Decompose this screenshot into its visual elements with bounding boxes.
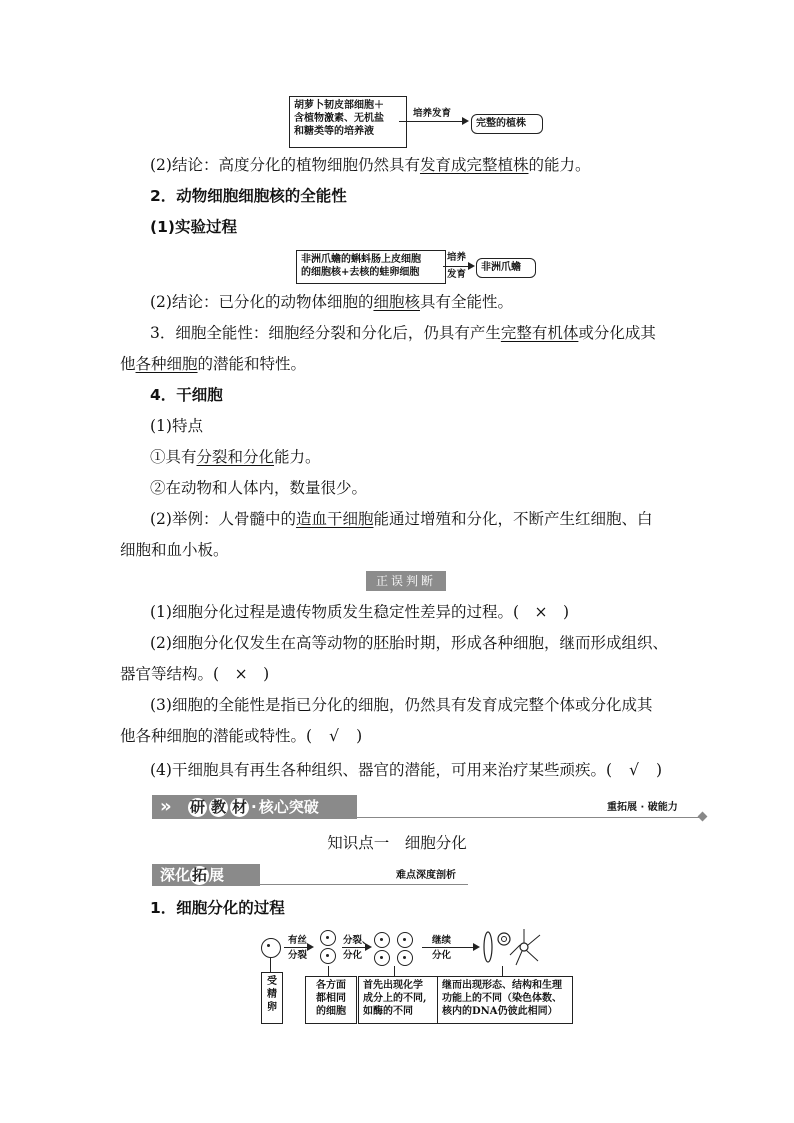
arrow-continue — [422, 947, 474, 948]
judge-item-4: (4)干细胞具有再生各种组织、器官的潜能，可用来治疗某些顽疾。( √ ) — [150, 761, 663, 779]
diagram1-arrow — [399, 121, 463, 122]
box-same-cells: 各方面 都相同 的细胞 — [305, 976, 357, 1024]
diamond-icon — [698, 812, 708, 822]
diagram1-output-box: 完整的植株 — [471, 114, 543, 134]
core-breakthrough-banner — [152, 795, 710, 819]
label-divide-top: 分裂、 — [343, 935, 372, 946]
chevrons-icon: » — [160, 796, 172, 817]
diagram1-input-box: 胡萝卜韧皮部细胞＋ 含植物激素、无机盐 和糖类等的培养液 — [289, 96, 407, 148]
arrow-mitosis — [284, 947, 308, 948]
cell-icon-3a — [374, 932, 390, 948]
box-zygote: 受 精 卵 — [261, 972, 283, 1024]
diagram2-label-top: 培养 — [447, 252, 467, 263]
heading-animal-nucleus: 2．动物细胞细胞核的全能性 — [150, 187, 347, 205]
diagram1-arrow-label: 培养发育 — [413, 108, 452, 119]
example-cont: 细胞和血小板。 — [120, 541, 229, 559]
cell-totipotency-definition: 3．细胞全能性：细胞经分裂和分化后，仍具有产生完整有机体或分化成其 — [150, 324, 656, 342]
cell-icon-3c — [374, 950, 390, 966]
heading-stem-cell: 4．干细胞 — [150, 386, 223, 404]
arrowhead-divide — [365, 943, 372, 951]
cell-totipotency-definition-cont: 他各种细胞的潜能和特性。 — [120, 355, 307, 373]
heading-features: (1)特点 — [150, 417, 203, 435]
label-mitosis-bottom: 分裂 — [288, 950, 308, 961]
judge-item-2: (2)细胞分化仅发生在高等动物的胚胎时期，形成各种细胞，继而形成组织、 — [150, 634, 668, 652]
vline-struct — [502, 966, 503, 976]
banner-title: 研 教 材 · 核心突破 — [189, 798, 319, 816]
cell-icon-2a — [320, 930, 336, 946]
diagram2-arrowhead — [468, 262, 475, 270]
judge-item-3-cont: 他各种细胞的潜能或特性。( √ ) — [120, 727, 363, 745]
deep-banner-title: 深化 拓 展 — [160, 866, 225, 884]
arrow-divide — [342, 947, 366, 948]
feature-2: ②在动物和人体内，数量很少。 — [150, 479, 368, 497]
label-divide-bottom: 分化 — [343, 950, 363, 961]
diagram2-output-box: 非洲爪蟾 — [476, 258, 536, 278]
banner-underline — [357, 817, 702, 818]
arrowhead-continue — [473, 943, 480, 951]
conclusion-animal: (2)结论：已分化的动物体细胞的细胞核具有全能性。 — [150, 293, 513, 311]
judge-item-2-cont: 器官等结构。( × ) — [120, 665, 270, 683]
label-continue-top: 继续 — [432, 935, 452, 946]
diagram2-arrow — [443, 266, 469, 267]
judge-item-1: (1)细胞分化过程是遗传物质发生稳定性差异的过程。( × ) — [150, 603, 570, 621]
diagram2-label-bottom: 发育 — [447, 269, 467, 280]
diagram1-arrowhead — [462, 117, 469, 125]
example: (2)举例：人骨髓中的造血干细胞能通过增殖和分化，不断产生红细胞、白 — [150, 510, 653, 528]
vline-zygote — [270, 958, 271, 972]
heading-differentiation-process: 1．细胞分化的过程 — [150, 899, 285, 917]
deep-banner-underline — [260, 884, 468, 885]
zygote-cell-icon — [261, 938, 281, 958]
cell-icon-2b — [320, 948, 336, 964]
box-chemical-difference: 首先出现化学 成分上的不同, 如酶的不同 — [358, 976, 438, 1024]
banner-right-text: 重拓展 · 破能力 — [607, 802, 678, 813]
arrowhead-mitosis — [307, 943, 314, 951]
label-mitosis-top: 有丝 — [288, 935, 308, 946]
heading-experiment-process: (1)实验过程 — [150, 218, 237, 236]
cell-icon-3b — [397, 932, 413, 948]
conclusion-plant: (2)结论：高度分化的植物细胞仍然具有发育成完整植株的能力。 — [150, 156, 591, 174]
label-continue-bottom: 分化 — [432, 950, 452, 961]
cell-icon-3d — [397, 950, 413, 966]
vline-same — [328, 966, 329, 976]
diagram2-input-box: 非洲爪蟾的蝌蚪肠上皮细胞 的细胞核+去核的蛙卵细胞 — [296, 250, 446, 284]
judge-item-3: (3)细胞的全能性是指已分化的细胞，仍然具有发育成完整个体或分化成其 — [150, 696, 653, 714]
judge-badge: 正误判断 — [366, 571, 446, 591]
deep-banner-right: 难点深度剖析 — [396, 870, 456, 881]
section-title: 知识点一 细胞分化 — [327, 834, 467, 852]
feature-1: ①具有分裂和分化能力。 — [150, 448, 321, 466]
vline-chem — [394, 966, 395, 976]
box-structure-difference: 继而出现形态、结构和生理 功能上的不同（染色体数、 核内的DNA仍彼此相同） — [437, 976, 573, 1024]
differentiated-cells-icon — [480, 925, 544, 967]
